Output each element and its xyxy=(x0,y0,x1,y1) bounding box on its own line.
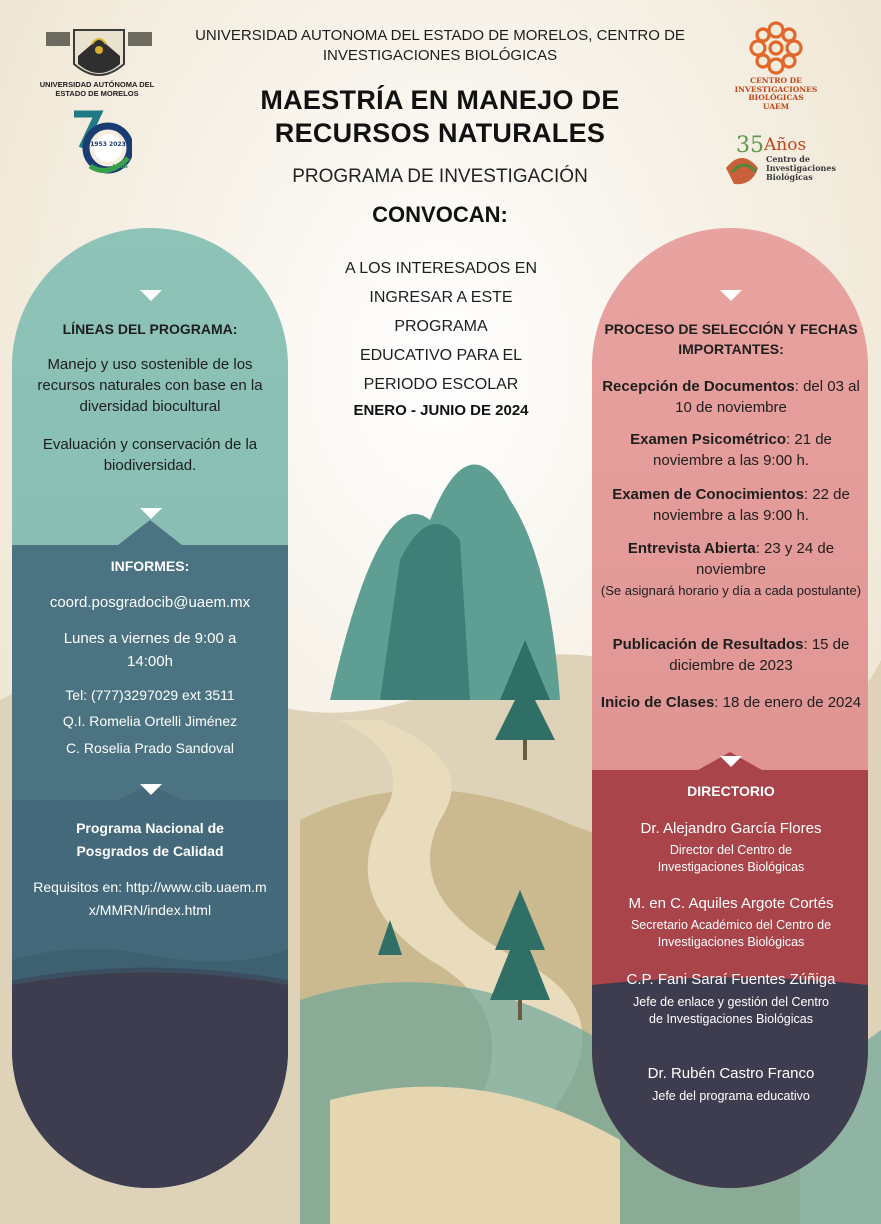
step-label: Publicación de Resultados xyxy=(612,636,804,653)
invitation-line: INGRESAR A ESTE xyxy=(369,289,513,306)
anniv-number: 35 xyxy=(736,133,764,158)
seventy-years-dates: 1953 2023 xyxy=(90,141,126,148)
person-1-role: Director del Centro de Investigaciones Biológicas xyxy=(657,843,805,874)
uaem-name-line1: UNIVERSIDAD AUTÓNOMA DEL xyxy=(39,80,155,89)
cib-name-line4: UAEM xyxy=(762,101,790,111)
program-title-line1: MAESTRÍA EN MANEJO DE xyxy=(260,85,620,115)
invitation-line: PROGRAMA xyxy=(394,318,488,335)
step-text: : 18 de enero de 2024 xyxy=(714,694,862,711)
step-label: Entrevista Abierta xyxy=(627,540,756,557)
person-2-name: M. en C. Aquiles Argote Cortés xyxy=(628,895,834,912)
step-inicio xyxy=(600,692,862,713)
seventy-years-logo-icon xyxy=(68,108,132,178)
anniv-line1: Centro de xyxy=(766,154,810,164)
linea-2: Evaluación y conservación de la biodiversidad. xyxy=(42,436,258,474)
directorio-heading: DIRECTORIO xyxy=(687,783,775,799)
cib-name-line1: CENTRO DE xyxy=(750,76,802,85)
uaem-name-line2: ESTADO DE MORELOS xyxy=(55,89,139,98)
step-text: : 22 de noviembre a las 9:00 h. xyxy=(653,486,850,524)
step-text: : 15 de diciembre de 2023 xyxy=(669,636,850,674)
contact-person-2: C. Roselia Prado Sandoval xyxy=(65,740,235,756)
linea-1: Manejo y uso sostenible de los recursos naturales con base en la diversidad biocultural xyxy=(37,356,263,415)
invitation-line: EDUCATIVO PARA EL xyxy=(359,347,523,364)
office-hours: Lunes a viernes de 9:00 a 14:00h xyxy=(63,630,237,670)
cib-name xyxy=(720,77,832,111)
invitation-line: PERIODO ESCOLAR xyxy=(363,376,519,393)
step-text: : 23 y 24 de noviembre xyxy=(695,540,835,578)
program-subtitle: PROGRAMA DE INVESTIGACIÓN xyxy=(292,166,588,187)
step-label: Examen de Conocimientos xyxy=(612,486,804,503)
program-title-line2: RECURSOS NATURALES xyxy=(274,118,606,148)
thirty-five-years-logo xyxy=(722,128,852,190)
contact-phone: Tel: (777)3297029 ext 3511 xyxy=(65,687,235,703)
step-label: Recepción de Documentos xyxy=(602,378,795,395)
school-period: ENERO - JUNIO DE 2024 xyxy=(353,402,529,419)
requisitos-link[interactable]: Requisitos en: http://www.cib.uaem.mx/MMRN/index.html xyxy=(33,879,267,918)
step-text: : del 03 al 10 de noviembre xyxy=(675,378,860,416)
invitation-text xyxy=(322,254,560,399)
person-1-name: Dr. Alejandro García Flores xyxy=(640,820,822,837)
anniv-word: Años xyxy=(764,135,807,155)
invitation-line: A LOS INTERESADOS EN xyxy=(344,260,538,277)
step-text: : 21 de noviembre a las 9:00 h. xyxy=(653,431,832,469)
cib-name-line3: BIOLÓGICAS xyxy=(748,93,804,102)
uaem-name xyxy=(34,80,160,98)
university-name: UNIVERSIDAD AUTONOMA DEL ESTADO DE MORELOS, CENTRO DE INVESTIGACIONES BIOLÓGICAS xyxy=(195,27,685,64)
anniv-line3: Biológicas xyxy=(766,172,813,182)
step-label: Examen Psicométrico xyxy=(630,431,787,448)
step-psicometrico xyxy=(600,429,862,471)
proceso-heading: PROCESO DE SELECCIÓN Y FECHAS IMPORTANTES: xyxy=(604,321,858,357)
person-3-role: Jefe de enlace y gestión del Centro de Investigaciones Biológicas xyxy=(633,995,829,1026)
step-resultados xyxy=(600,634,862,676)
step-label: Inicio de Clases xyxy=(600,694,715,711)
seventy-years-label: AÑOS xyxy=(112,164,128,170)
step-recepcion xyxy=(600,376,862,418)
person-2-role: Secretario Académico del Centro de Investigaciones Biológicas xyxy=(630,918,832,949)
contact-person-1: Q.I. Romelia Ortelli Jiménez xyxy=(62,713,238,729)
program-title xyxy=(200,84,680,150)
lineas-heading: LÍNEAS DEL PROGRAMA: xyxy=(62,321,238,337)
step-conocimientos xyxy=(600,484,862,526)
pnpc-label: Programa Nacional de Posgrados de Calidad xyxy=(76,820,224,859)
person-3-name: C.P. Fani Saraí Fuentes Zúñiga xyxy=(626,971,836,988)
step-entrevista xyxy=(600,538,862,580)
person-4-name: Dr. Rubén Castro Franco xyxy=(647,1065,815,1082)
cib-flower-logo-icon xyxy=(748,20,804,76)
person-4-role: Jefe del programa educativo xyxy=(652,1089,810,1103)
entrevista-note: (Se asignará horario y día a cada postulante) xyxy=(600,583,862,598)
contact-email[interactable]: coord.posgradocib@uaem.mx xyxy=(49,594,251,611)
anniv-line2: Investigaciones xyxy=(766,163,836,173)
informes-heading: INFORMES: xyxy=(110,558,190,574)
convocan-heading: CONVOCAN: xyxy=(372,202,508,227)
cib-name-line2: INVESTIGACIONES xyxy=(734,84,818,94)
